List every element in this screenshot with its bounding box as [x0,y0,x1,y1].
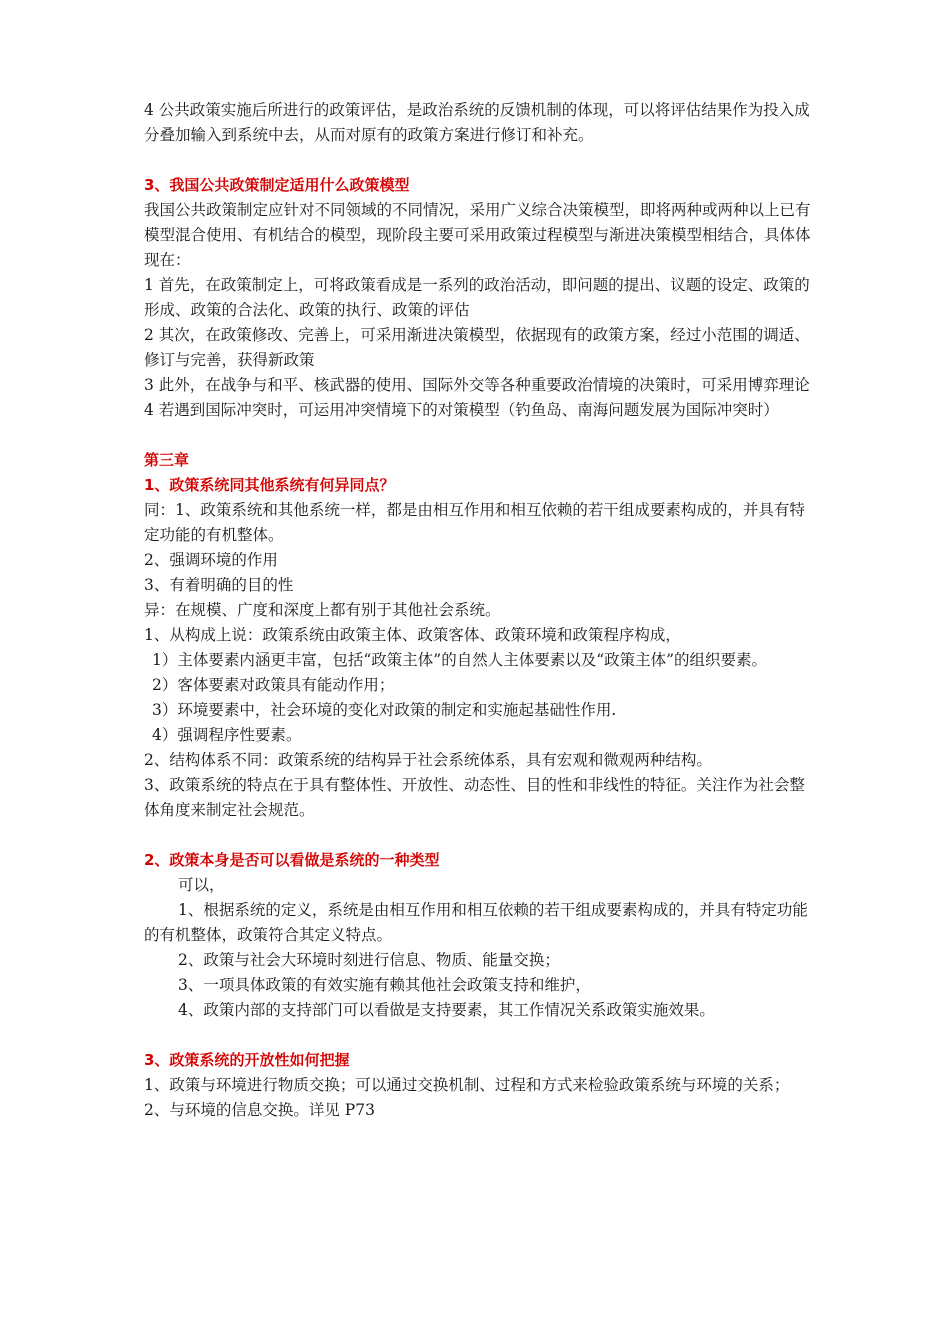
spacer [144,148,814,173]
paragraph: 1、根据系统的定义，系统是由相互作用和相互依赖的若干组成要素构成的，并具有特定功能的有机整体，政策符合其定义特点。 [144,901,808,944]
paragraph: 2、结构体系不同：政策系统的结构异于社会系统体系，具有宏观和微观两种结构。 [144,751,712,769]
paragraph: 2、政策与社会大环境时刻进行信息、物质、能量交换； [178,951,560,969]
chapter-title: 第三章 [144,451,190,469]
paragraph: 异：在规模、广度和深度上都有别于其他社会系统。 [144,601,501,619]
paragraph: 4）强调程序性要素。 [152,726,302,744]
paragraph: 2）客体要素对政策具有能动作用； [152,676,395,694]
section-heading-policy-model: 3、我国公共政策制定适用什么政策模型 [144,176,410,194]
document-page [144,98,814,1123]
question-heading-1: 1、政策系统同其他系统有何异同点？ [144,476,395,494]
spacer [144,1023,814,1048]
question-heading-2: 2、政策本身是否可以看做是系统的一种类型 [144,851,440,869]
paragraph: 1 首先，在政策制定上，可将政策看成是一系列的政治活动，即问题的提出、议题的设定、政策的形成、政策的合法化、政策的执行、政策的评估 [144,276,810,319]
paragraph: 2 其次，在政策修改、完善上，可采用渐进决策模型，依据现有的政策方案，经过小范围的调适、修订与完善，获得新政策 [144,326,810,369]
paragraph: 1）主体要素内涵更丰富，包括“政策主体”的自然人主体要素以及“政策主体”的组织要素。 [152,651,768,669]
paragraph: 4、政策内部的支持部门可以看做是支持要素，其工作情况关系政策实施效果。 [178,1001,715,1019]
paragraph: 我国公共政策制定应针对不同领域的不同情况，采用广义综合决策模型，即将两种或两种以上已有模型混合使用、有机结合的模型，现阶段主要可采用政策过程模型与渐进决策模型相结合，具体体现在： [144,201,811,269]
intro-paragraph: 4 公共政策实施后所进行的政策评估，是政治系统的反馈机制的体现，可以将评估结果作为投入成分叠加输入到系统中去，从而对原有的政策方案进行修订和补充。 [144,101,810,144]
paragraph: 3 此外，在战争与和平、核武器的使用、国际外交等各种重要政治情境的决策时，可采用博弈理论 [144,376,810,394]
question-heading-3: 3、政策系统的开放性如何把握 [144,1051,350,1069]
paragraph: 4 若遇到国际冲突时，可运用冲突情境下的对策模型（钓鱼岛、南海问题发展为国际冲突时） [144,401,779,419]
paragraph: 1、政策与环境进行物质交换；可以通过交换机制、过程和方式来检验政策系统与环境的关系；2、与环境的信息交换。详见 P73 [144,1076,790,1119]
paragraph: 1、从构成上说：政策系统由政策主体、政策客体、政策环境和政策程序构成， [144,626,681,644]
spacer [144,423,814,448]
paragraph: 可以， [178,876,225,894]
paragraph: 3、政策系统的特点在于具有整体性、开放性、动态性、目的性和非线性的特征。关注作为社会整体角度来制定社会规范。 [144,776,805,819]
spacer [144,823,814,848]
paragraph: 同：1、政策系统和其他系统一样，都是由相互作用和相互依赖的若干组成要素构成的，并具有特定功能的有机整体。 [144,501,805,544]
paragraph: 3、有着明确的目的性 [144,576,294,594]
paragraph: 3）环境要素中，社会环境的变化对政策的制定和实施起基础性作用. [152,701,617,719]
paragraph: 2、强调环境的作用 [144,551,278,569]
paragraph: 3、一项具体政策的有效实施有赖其他社会政策支持和维护， [178,976,591,994]
